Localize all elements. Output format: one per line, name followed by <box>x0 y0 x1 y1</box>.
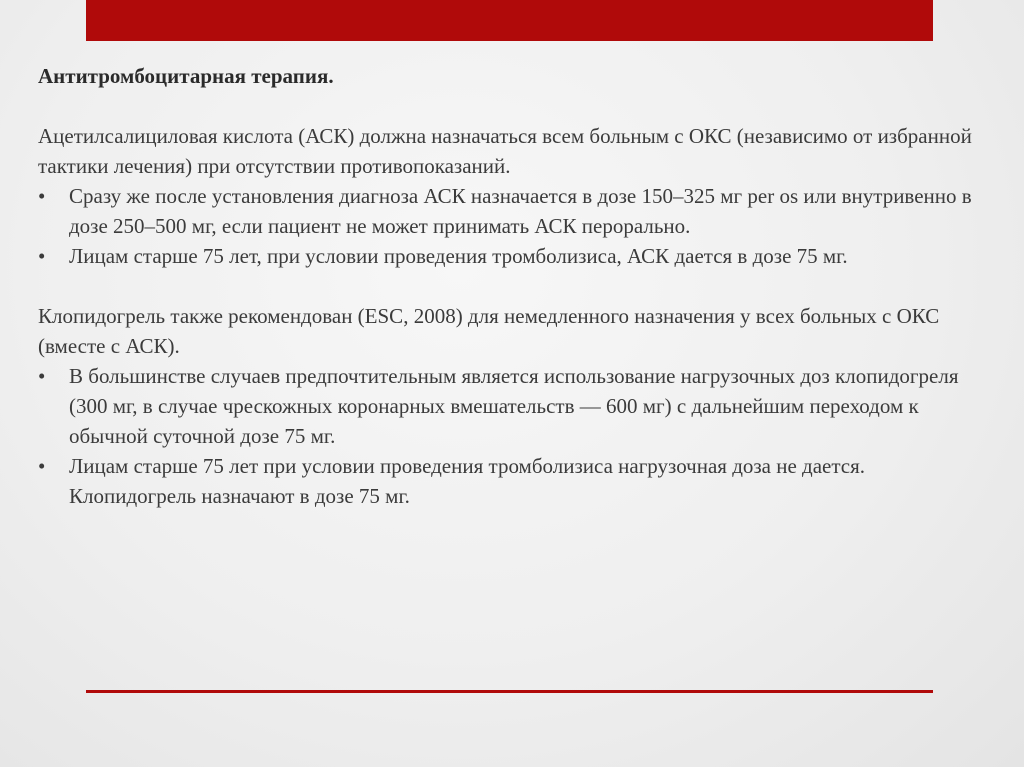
section-spacer <box>38 271 978 301</box>
list-item-text: В большинстве случаев предпочтительным является использование нагрузочных доз клопидогреля (300 мг, в случае чрескожных коронарных вмешательств — 600 мг) с дальнейшим переходом к обычной суточной дозе 75 мг. <box>69 364 959 448</box>
list-item <box>38 181 978 241</box>
section-aspirin <box>38 121 978 271</box>
section-clopidogrel <box>38 301 978 511</box>
section-intro: Ацетилсалициловая кислота (АСК) должна назначаться всем больным с ОКС (независимо от избранной тактики лечения) при отсутствии противопоказаний. <box>38 124 972 178</box>
list-item-text: Сразу же после установления диагноза АСК назначается в дозе 150–325 мг per os или внутривенно в дозе 250–500 мг, если пациент не может принимать АСК перорально. <box>69 184 972 238</box>
list-item <box>38 361 978 451</box>
list-item-text: Лицам старше 75 лет, при условии проведения тромболизиса, АСК дается в дозе 75 мг. <box>69 244 848 268</box>
bullet-icon: • <box>38 244 46 268</box>
section-intro: Клопидогрель также рекомендован (ESC, 2008) для немедленного назначения у всех больных с ОКС (вместе с АСК). <box>38 304 940 358</box>
list-item <box>38 451 978 511</box>
slide-content <box>38 61 978 511</box>
slide-heading: Антитромбоцитарная терапия. <box>38 64 334 88</box>
bullet-icon: • <box>38 454 46 478</box>
bullet-list <box>38 361 978 511</box>
list-item-text: Лицам старше 75 лет при условии проведения тромболизиса нагрузочная доза не дается. Клопидогрель назначают в дозе 75 мг. <box>69 454 866 508</box>
bullet-list <box>38 181 978 271</box>
list-item <box>38 241 978 271</box>
bullet-icon: • <box>38 364 46 388</box>
bottom-accent-line <box>86 690 933 693</box>
top-accent-bar <box>86 0 933 41</box>
bullet-icon: • <box>38 184 46 208</box>
